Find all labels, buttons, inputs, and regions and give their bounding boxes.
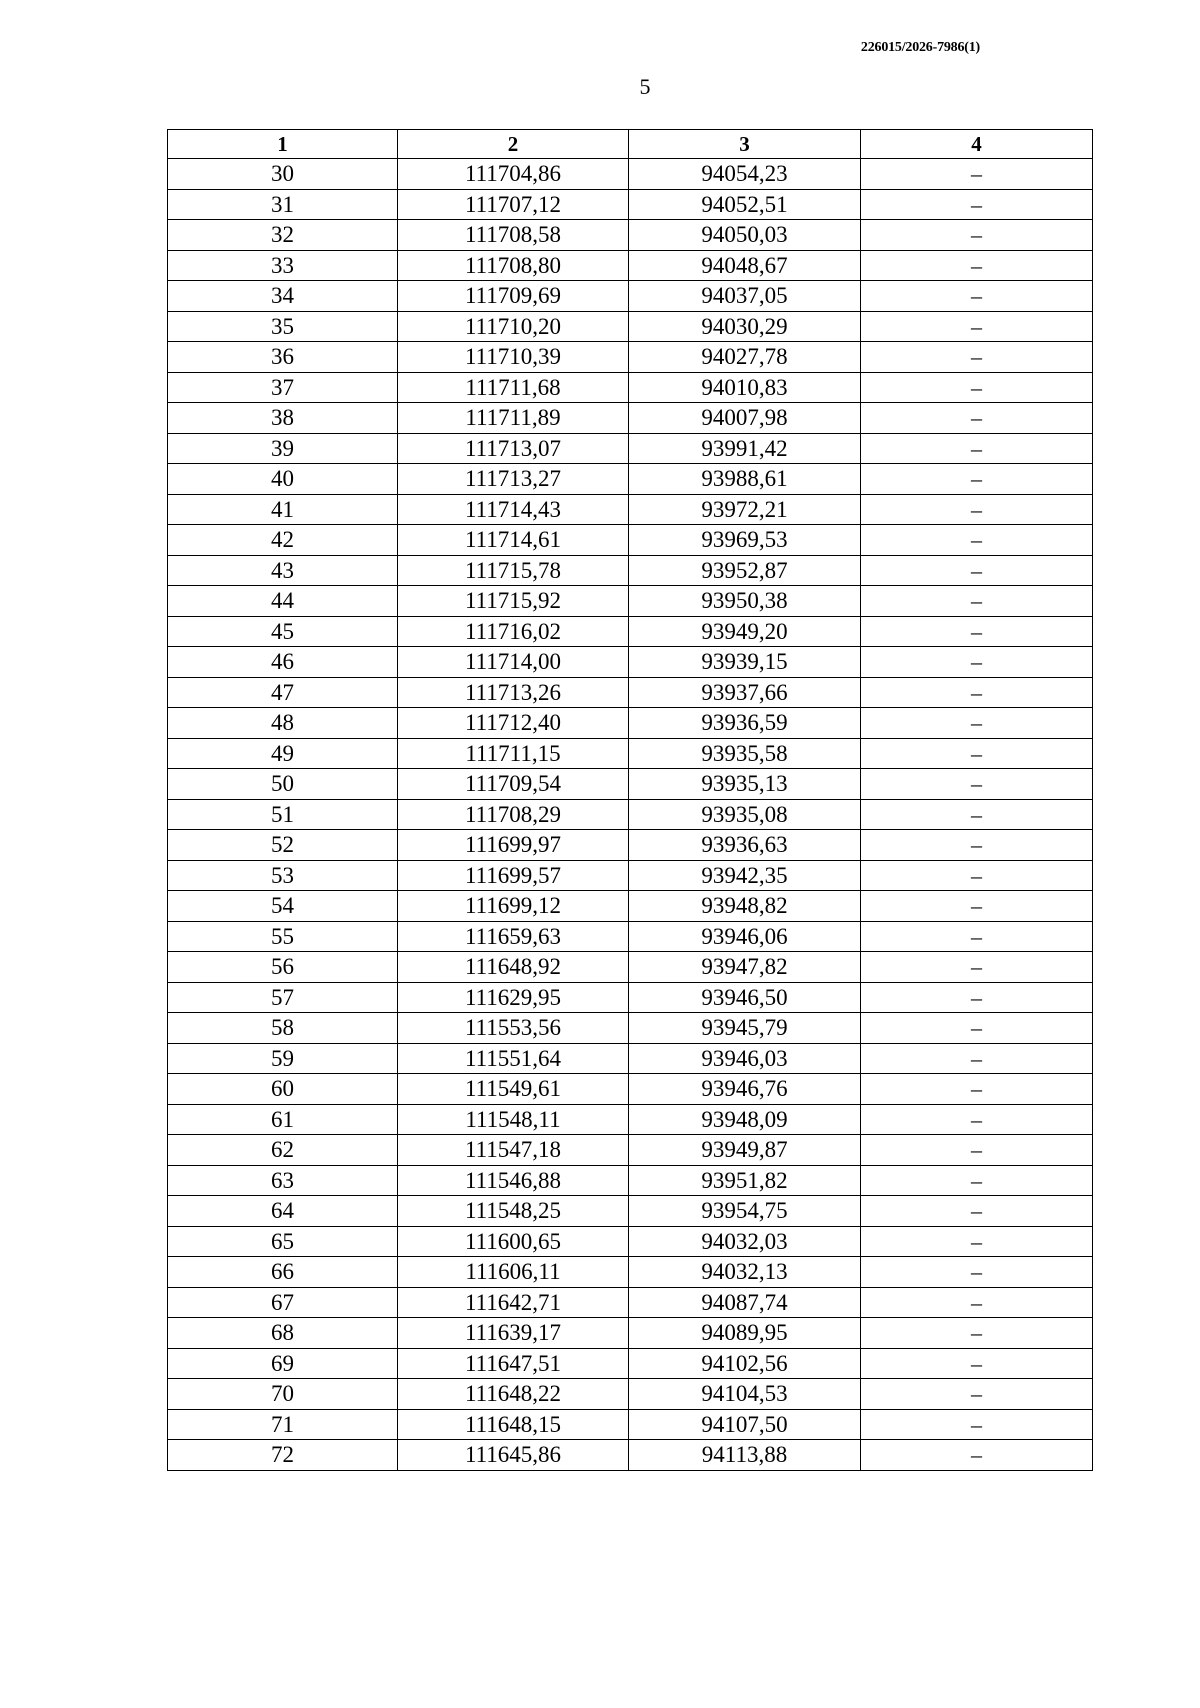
table-cell: –: [861, 1257, 1093, 1288]
column-header-4: 4: [861, 130, 1093, 159]
table-cell: 111629,95: [398, 982, 629, 1013]
table-cell: –: [861, 464, 1093, 495]
table-cell: 111704,86: [398, 159, 629, 190]
table-cell: –: [861, 433, 1093, 464]
table-cell: –: [861, 860, 1093, 891]
table-row: [168, 586, 1093, 617]
table-cell: –: [861, 1043, 1093, 1074]
table-cell: 34: [168, 281, 398, 312]
table-cell: –: [861, 311, 1093, 342]
table-cell: 111551,64: [398, 1043, 629, 1074]
table-cell: 111547,18: [398, 1135, 629, 1166]
table-row: [168, 616, 1093, 647]
table-cell: 93946,03: [629, 1043, 861, 1074]
table-cell: 63: [168, 1165, 398, 1196]
table-cell: 53: [168, 860, 398, 891]
table-cell: 93935,58: [629, 738, 861, 769]
table-cell: –: [861, 1135, 1093, 1166]
table-cell: 111714,00: [398, 647, 629, 678]
table-cell: –: [861, 738, 1093, 769]
table-cell: –: [861, 1409, 1093, 1440]
table-cell: 111714,43: [398, 494, 629, 525]
table-cell: 58: [168, 1013, 398, 1044]
table-cell: 94007,98: [629, 403, 861, 434]
table-cell: 111715,78: [398, 555, 629, 586]
table-cell: 54: [168, 891, 398, 922]
table-cell: 93949,20: [629, 616, 861, 647]
table-cell: 94032,03: [629, 1226, 861, 1257]
table-cell: 93988,61: [629, 464, 861, 495]
table-cell: 111711,68: [398, 372, 629, 403]
table-row: [168, 433, 1093, 464]
table-cell: 93950,38: [629, 586, 861, 617]
table-cell: 111708,58: [398, 220, 629, 251]
table-cell: –: [861, 708, 1093, 739]
table-row: [168, 708, 1093, 739]
table-cell: –: [861, 677, 1093, 708]
table-cell: 93969,53: [629, 525, 861, 556]
table-cell: –: [861, 1104, 1093, 1135]
table-row: [168, 799, 1093, 830]
table-cell: 111712,40: [398, 708, 629, 739]
table-cell: 94050,03: [629, 220, 861, 251]
table-cell: 94032,13: [629, 1257, 861, 1288]
table-cell: 42: [168, 525, 398, 556]
table-cell: 61: [168, 1104, 398, 1135]
table-cell: –: [861, 921, 1093, 952]
page-number: 5: [639, 74, 651, 99]
table-cell: –: [861, 403, 1093, 434]
table-cell: 111549,61: [398, 1074, 629, 1105]
table-cell: –: [861, 1318, 1093, 1349]
table-cell: 93939,15: [629, 647, 861, 678]
table-cell: 37: [168, 372, 398, 403]
table-cell: 111639,17: [398, 1318, 629, 1349]
table-row: [168, 1165, 1093, 1196]
table-row: [168, 952, 1093, 983]
table-cell: 93945,79: [629, 1013, 861, 1044]
table-cell: 111715,92: [398, 586, 629, 617]
table-cell: 32: [168, 220, 398, 251]
table-row: [168, 189, 1093, 220]
table-cell: 93946,50: [629, 982, 861, 1013]
table-cell: 59: [168, 1043, 398, 1074]
table-cell: –: [861, 830, 1093, 861]
table-row: [168, 220, 1093, 251]
table-cell: 111642,71: [398, 1287, 629, 1318]
table-row: [168, 1379, 1093, 1410]
table-row: [168, 464, 1093, 495]
table-cell: 111708,29: [398, 799, 629, 830]
table-cell: –: [861, 372, 1093, 403]
table-cell: 111714,61: [398, 525, 629, 556]
table-cell: 55: [168, 921, 398, 952]
table-cell: 64: [168, 1196, 398, 1227]
table-cell: –: [861, 525, 1093, 556]
table-cell: 111548,11: [398, 1104, 629, 1135]
table-row: [168, 525, 1093, 556]
table-cell: 93949,87: [629, 1135, 861, 1166]
table-cell: 36: [168, 342, 398, 373]
table-cell: –: [861, 1196, 1093, 1227]
table-cell: 56: [168, 952, 398, 983]
table-cell: 93947,82: [629, 952, 861, 983]
table-cell: 69: [168, 1348, 398, 1379]
table-cell: 93972,21: [629, 494, 861, 525]
table-header-row: [168, 130, 1093, 159]
table-cell: 93991,42: [629, 433, 861, 464]
table-cell: 111711,15: [398, 738, 629, 769]
table-cell: 94037,05: [629, 281, 861, 312]
table-cell: 43: [168, 555, 398, 586]
table-cell: 111648,15: [398, 1409, 629, 1440]
table-cell: 41: [168, 494, 398, 525]
table-row: [168, 281, 1093, 312]
table-cell: –: [861, 1013, 1093, 1044]
table-cell: 111659,63: [398, 921, 629, 952]
table-cell: 67: [168, 1287, 398, 1318]
table-row: [168, 1196, 1093, 1227]
table-cell: 111699,12: [398, 891, 629, 922]
table-row: [168, 342, 1093, 373]
table-cell: –: [861, 555, 1093, 586]
table-cell: 93951,82: [629, 1165, 861, 1196]
table-cell: 93936,63: [629, 830, 861, 861]
table-cell: 65: [168, 1226, 398, 1257]
table-cell: –: [861, 1348, 1093, 1379]
table-cell: 44: [168, 586, 398, 617]
table-cell: –: [861, 1074, 1093, 1105]
table-row: [168, 372, 1093, 403]
table-cell: 57: [168, 982, 398, 1013]
table-cell: 72: [168, 1440, 398, 1471]
table-cell: 111708,80: [398, 250, 629, 281]
table-cell: 111699,97: [398, 830, 629, 861]
table-cell: 111606,11: [398, 1257, 629, 1288]
table-cell: 111710,39: [398, 342, 629, 373]
column-header-3: 3: [629, 130, 861, 159]
table-header: [168, 130, 1093, 159]
table-cell: 93952,87: [629, 555, 861, 586]
table-row: [168, 647, 1093, 678]
table-cell: 93935,13: [629, 769, 861, 800]
table-cell: 62: [168, 1135, 398, 1166]
table-row: [168, 1318, 1093, 1349]
table-cell: 49: [168, 738, 398, 769]
table-row: [168, 1135, 1093, 1166]
table-row: [168, 1348, 1093, 1379]
table-cell: 111699,57: [398, 860, 629, 891]
table-cell: –: [861, 799, 1093, 830]
table-row: [168, 1074, 1093, 1105]
table-cell: –: [861, 616, 1093, 647]
table-row: [168, 1440, 1093, 1471]
table-row: [168, 159, 1093, 190]
table-cell: 94113,88: [629, 1440, 861, 1471]
table-cell: 52: [168, 830, 398, 861]
table-cell: 93935,08: [629, 799, 861, 830]
table-cell: 94087,74: [629, 1287, 861, 1318]
table-cell: –: [861, 647, 1093, 678]
table-cell: 111600,65: [398, 1226, 629, 1257]
table-cell: 66: [168, 1257, 398, 1288]
table-cell: 111709,69: [398, 281, 629, 312]
table-cell: 38: [168, 403, 398, 434]
table-cell: 93942,35: [629, 860, 861, 891]
table-cell: –: [861, 250, 1093, 281]
table-cell: –: [861, 891, 1093, 922]
table-cell: 60: [168, 1074, 398, 1105]
table-cell: 94010,83: [629, 372, 861, 403]
table-cell: 111716,02: [398, 616, 629, 647]
table-cell: 111546,88: [398, 1165, 629, 1196]
table-row: [168, 769, 1093, 800]
table-cell: –: [861, 982, 1093, 1013]
table-row: [168, 921, 1093, 952]
table-cell: 111648,22: [398, 1379, 629, 1410]
table-cell: –: [861, 1287, 1093, 1318]
table-row: [168, 982, 1093, 1013]
table-cell: 94030,29: [629, 311, 861, 342]
table-row: [168, 1287, 1093, 1318]
table-cell: 93948,09: [629, 1104, 861, 1135]
table-cell: 50: [168, 769, 398, 800]
table-cell: 51: [168, 799, 398, 830]
table-cell: 48: [168, 708, 398, 739]
table-cell: –: [861, 1379, 1093, 1410]
table-cell: 93946,76: [629, 1074, 861, 1105]
table-row: [168, 1226, 1093, 1257]
table-cell: –: [861, 342, 1093, 373]
table-row: [168, 738, 1093, 769]
table-cell: 93946,06: [629, 921, 861, 952]
table-row: [168, 891, 1093, 922]
coordinates-table: [167, 129, 1093, 1471]
table-cell: 30: [168, 159, 398, 190]
table-cell: –: [861, 1440, 1093, 1471]
table-cell: 93954,75: [629, 1196, 861, 1227]
table-cell: –: [861, 586, 1093, 617]
table-cell: 94027,78: [629, 342, 861, 373]
table-cell: 111647,51: [398, 1348, 629, 1379]
table-cell: –: [861, 281, 1093, 312]
table-cell: 94102,56: [629, 1348, 861, 1379]
table-cell: 111710,20: [398, 311, 629, 342]
table-cell: 39: [168, 433, 398, 464]
table-cell: 35: [168, 311, 398, 342]
table-row: [168, 830, 1093, 861]
table-cell: 111707,12: [398, 189, 629, 220]
table-cell: 94054,23: [629, 159, 861, 190]
table-cell: –: [861, 189, 1093, 220]
table-cell: –: [861, 952, 1093, 983]
table-cell: 111548,25: [398, 1196, 629, 1227]
table-cell: 111713,07: [398, 433, 629, 464]
table-row: [168, 311, 1093, 342]
table-cell: 93936,59: [629, 708, 861, 739]
table-row: [168, 403, 1093, 434]
table-cell: 46: [168, 647, 398, 678]
table-cell: 45: [168, 616, 398, 647]
table-body: [168, 159, 1093, 1471]
table-cell: 31: [168, 189, 398, 220]
table-cell: 40: [168, 464, 398, 495]
document-reference: 226015/2026-7986(1): [860, 40, 980, 55]
table-cell: 70: [168, 1379, 398, 1410]
table-cell: 111648,92: [398, 952, 629, 983]
table-cell: 111711,89: [398, 403, 629, 434]
table-cell: –: [861, 159, 1093, 190]
table-row: [168, 1257, 1093, 1288]
table-row: [168, 860, 1093, 891]
table-cell: 93948,82: [629, 891, 861, 922]
table-cell: 111713,27: [398, 464, 629, 495]
table-cell: 94104,53: [629, 1379, 861, 1410]
table-row: [168, 250, 1093, 281]
table-cell: 111709,54: [398, 769, 629, 800]
table-cell: 94052,51: [629, 189, 861, 220]
table-cell: 47: [168, 677, 398, 708]
table-cell: –: [861, 1165, 1093, 1196]
table-row: [168, 677, 1093, 708]
table-row: [168, 555, 1093, 586]
table-row: [168, 1104, 1093, 1135]
table-cell: 111645,86: [398, 1440, 629, 1471]
table-cell: 93937,66: [629, 677, 861, 708]
table-cell: 111713,26: [398, 677, 629, 708]
table-row: [168, 1409, 1093, 1440]
table-row: [168, 494, 1093, 525]
column-header-2: 2: [398, 130, 629, 159]
table-cell: 94048,67: [629, 250, 861, 281]
table-cell: 68: [168, 1318, 398, 1349]
table-cell: –: [861, 1226, 1093, 1257]
table-cell: –: [861, 769, 1093, 800]
table-cell: –: [861, 220, 1093, 251]
table-row: [168, 1013, 1093, 1044]
table-cell: –: [861, 494, 1093, 525]
table-cell: 33: [168, 250, 398, 281]
table-cell: 111553,56: [398, 1013, 629, 1044]
table-cell: 94089,95: [629, 1318, 861, 1349]
column-header-1: 1: [168, 130, 398, 159]
table-row: [168, 1043, 1093, 1074]
table-cell: 94107,50: [629, 1409, 861, 1440]
table-cell: 71: [168, 1409, 398, 1440]
